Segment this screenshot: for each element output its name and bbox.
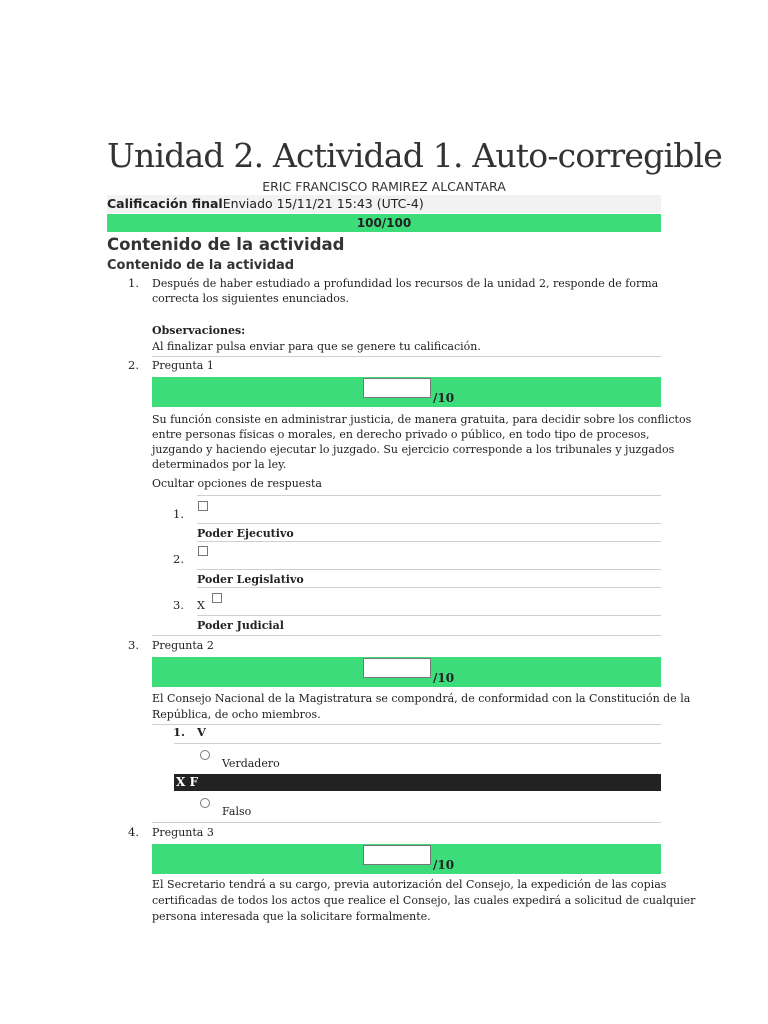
divider: [152, 635, 661, 636]
item-number: 3.: [128, 638, 139, 652]
divider: [197, 495, 661, 496]
divider: [152, 356, 661, 357]
grade-row: [107, 195, 661, 213]
score-input[interactable]: [363, 378, 431, 398]
observations-text: Al finalizar pulsa enviar para que se genere tu calificación.: [152, 340, 481, 353]
option-label: Poder Judicial: [197, 619, 284, 632]
question-text-line: persona interesada que la solicitare formalmente.: [152, 910, 431, 923]
question-text-line: Su función consiste en administrar justicia, de manera gratuita, para decidir sobre los conflictos: [152, 413, 692, 426]
intro-text-line: correcta los siguientes enunciados.: [152, 292, 350, 305]
item-number: 4.: [128, 825, 139, 839]
divider: [152, 724, 661, 725]
option-label-false: Falso: [222, 805, 252, 818]
question-text-line: El Secretario tendrá a su cargo, previa autorización del Consejo, la expedición de las copias: [152, 878, 667, 891]
divider: [174, 743, 661, 744]
divider: [197, 569, 661, 570]
question-label: Pregunta 1: [152, 359, 214, 372]
score-input[interactable]: [363, 658, 431, 678]
question-text-line: entre personas físicas o morales, en derecho privado o público, en todo tipo de procesos,: [152, 428, 650, 441]
question-text-line: determinados por la ley.: [152, 458, 287, 471]
score-out-of: /10: [433, 671, 455, 685]
question-label: Pregunta 2: [152, 639, 214, 652]
divider: [197, 587, 661, 588]
option-radio-true[interactable]: [200, 750, 210, 760]
section-subheading: Contenido de la actividad: [107, 258, 295, 273]
question-text-line: juzgando y haciendo ejecutar lo juzgado. Su ejercicio corresponde a los tribunales y juzgados: [152, 443, 675, 456]
option-checkbox[interactable]: [198, 546, 208, 556]
item-number: 2.: [128, 358, 139, 372]
option-checkbox[interactable]: [212, 593, 222, 603]
score-out-of: /10: [433, 391, 455, 405]
question-text-line: certificadas de todos los actos que realice el Consejo, las cuales expedirá a solicitud de cualquier: [152, 894, 696, 907]
question-label: Pregunta 3: [152, 826, 214, 839]
option-number: 3.: [173, 598, 184, 612]
question-text-line: El Consejo Nacional de la Magistratura se compondrá, de conformidad con la Constitución de la: [152, 692, 691, 705]
toggle-options-link[interactable]: Ocultar opciones de respuesta: [152, 477, 322, 490]
section-heading: Contenido de la actividad: [107, 235, 345, 254]
divider: [197, 523, 661, 524]
option-number: 2.: [173, 552, 184, 566]
answer-value: V: [197, 725, 206, 739]
option-number: 1.: [173, 507, 184, 521]
item-number: 1.: [128, 276, 139, 290]
divider: [152, 822, 661, 823]
score-input[interactable]: [363, 845, 431, 865]
observations-label: Observaciones:: [152, 324, 246, 337]
intro-text-line: Después de haber estudiado a profundidad los recursos de la unidad 2, responde de forma: [152, 277, 659, 290]
selected-answer-bar: X F: [174, 774, 661, 791]
page-title: Unidad 2. Actividad 1. Auto-corregible: [107, 136, 723, 175]
option-checkbox[interactable]: [198, 501, 208, 511]
student-name: ERIC FRANCISCO RAMIREZ ALCANTARA: [262, 179, 506, 194]
answer-number: 1.: [173, 725, 186, 739]
question-text-line: República, de ocho miembros.: [152, 708, 321, 721]
submitted-date: Enviado 15/11/21 15:43 (UTC-4): [222, 196, 424, 211]
grade-label: Calificación final: [107, 196, 223, 211]
divider: [197, 541, 661, 542]
option-label: Poder Ejecutivo: [197, 527, 294, 540]
option-label-true: Verdadero: [222, 757, 280, 770]
score-bar: 100/100: [107, 214, 661, 232]
option-radio-false[interactable]: [200, 798, 210, 808]
score-out-of: /10: [433, 858, 455, 872]
option-label: Poder Legislativo: [197, 573, 304, 586]
selected-mark: X: [197, 599, 205, 612]
divider: [197, 615, 661, 616]
